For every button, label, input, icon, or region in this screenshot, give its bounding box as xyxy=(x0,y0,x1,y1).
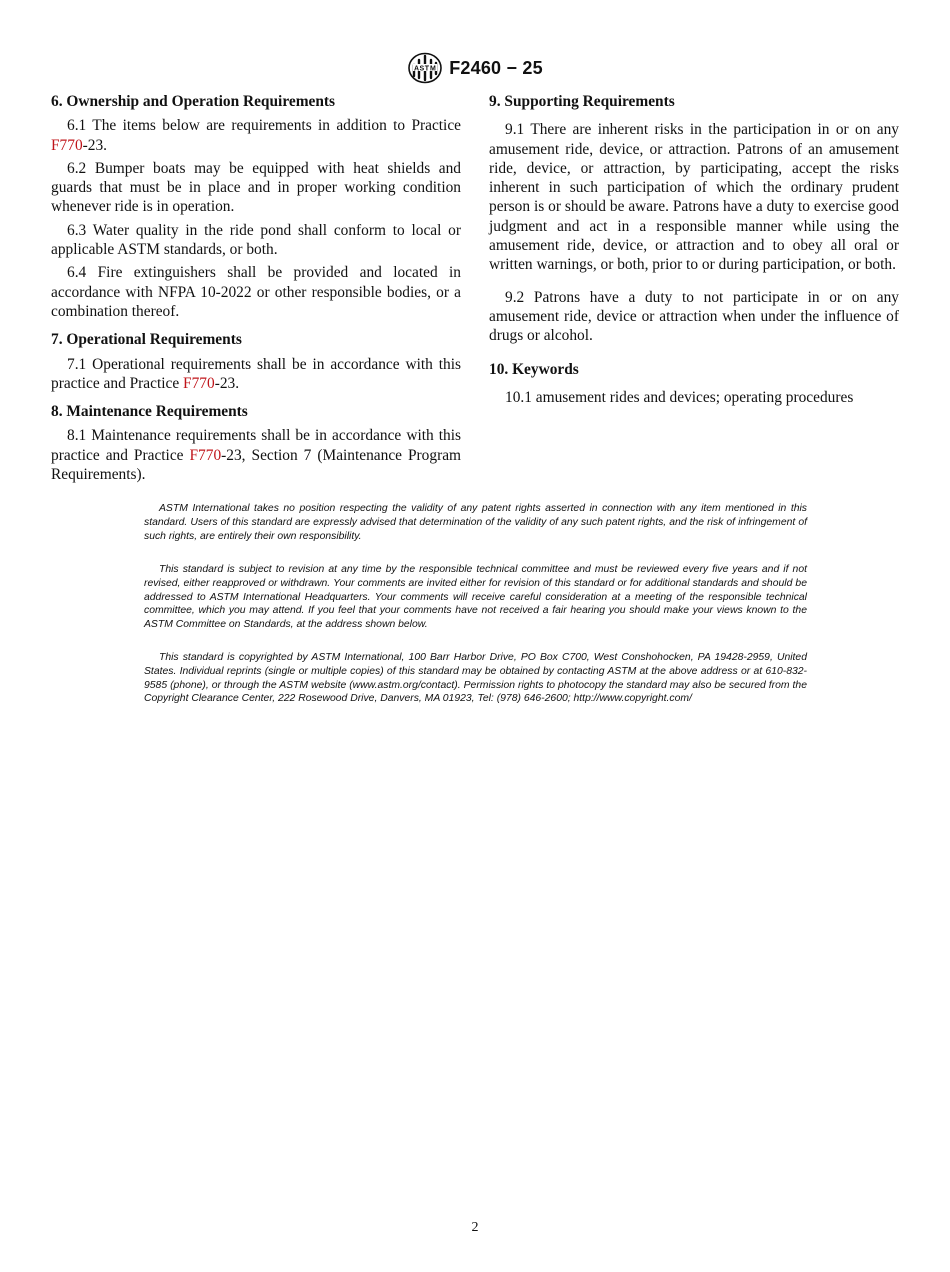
left-column xyxy=(51,92,461,493)
astm-logo-icon xyxy=(407,52,443,84)
paragraph-8-1 xyxy=(51,426,461,484)
reference-link-f770[interactable]: F770 xyxy=(51,136,83,154)
page-number: 2 xyxy=(471,1220,479,1235)
section-heading: 6. Ownership and Operation Requirements xyxy=(51,93,336,110)
paragraph-6-4: 6.4 Fire extinguishers shall be provided and located in accordance with NFPA 10-2022 or other responsible bodies, or a combination thereof. xyxy=(51,264,461,320)
section-heading: 9. Supporting Requirements xyxy=(489,93,675,110)
paragraph-6-2: 6.2 Bumper boats may be equipped with heat shields and guards that must be in place and in proper working condition whenever ride is in operation. xyxy=(51,159,461,216)
right-column xyxy=(489,92,899,421)
patent-notice: ASTM International takes no position respecting the validity of any patent rights asserted in connection with any item mentioned in this standard. Users of this standard are expressly advised that determination of the validity of any such patent rights, and the risk of infringement of such rights, are entirely their own responsibility. xyxy=(144,503,807,542)
section-7 xyxy=(51,330,461,393)
revision-notice: This standard is subject to revision at any time by the responsible technical committee and must be reviewed every five years and if not revised, either reapproved or withdrawn. Your comments are invited either for revision of this standard or for additional standards and should be addressed to ASTM International Headquarters. Your comments will receive careful consideration at a meeting of the responsible technical committee, which you may attend. If you feel that your comments have not received a fair hearing you should make your views known to the ASTM Committee on Standards, at the address shown below. xyxy=(144,564,807,631)
reference-link-f770[interactable]: F770 xyxy=(189,446,222,464)
section-10 xyxy=(489,360,899,408)
reference-link-f770[interactable]: F770 xyxy=(183,374,215,392)
document-id: F2460 − 25 xyxy=(449,57,543,78)
section-9 xyxy=(489,92,899,346)
svg-text:A: A xyxy=(414,65,420,73)
paragraph-6-3: 6.3 Water quality in the ride pond shall conform to local or applicable ASTM standards, or both. xyxy=(51,221,461,259)
paragraph-6-1 xyxy=(51,116,461,155)
paragraph-9-2: 9.2 Patrons have a duty to not participate in or on any amusement ride, device or attraction when under the influence of drugs or alcohol. xyxy=(489,288,899,345)
svg-text:M: M xyxy=(430,65,437,73)
paragraph-9-1: 9.1 There are inherent risks in the participation in or on any amusement ride, device, or attraction. Patrons of an amusement ride, device, or attraction, by participating, accept the risks inherent in such participation of which the ordinary prudent person is or should be aware. Patrons have a duty to exercise good judgment and act in a responsible manner while using the amusement ride, device, or attraction and to obey all oral or written warnings, or both, prior to or during participation, or both. xyxy=(489,121,899,274)
paragraph-text: -23. xyxy=(214,374,240,392)
section-heading: 7. Operational Requirements xyxy=(51,331,242,349)
paragraph-10-1: 10.1 amusement rides and devices; operating procedures xyxy=(505,388,854,406)
paragraph-text: 8.1 Maintenance requirements shall be in accordance with this practice and Practice xyxy=(51,427,461,464)
paragraph-7-1 xyxy=(51,355,461,394)
paragraph-text: 6.1 The items below are requirements in addition to Practice xyxy=(67,117,461,135)
section-heading: 8. Maintenance Requirements xyxy=(51,403,248,421)
paragraph-text: 7.1 Operational requirements shall be in accordance with this practice and Practice xyxy=(51,355,461,392)
section-8 xyxy=(51,402,461,484)
copyright-notice: This standard is copyrighted by ASTM International, 100 Barr Harbor Drive, PO Box C700, West Conshohocken, PA 19428-2959, United States. Individual reprints (single or multiple copies) of this standard may be obtained by contacting ASTM at the above address or at 610-832-9585 (phone), or through the ASTM website (www.astm.org/contact). Permission rights to photocopy the standard may also be secured from the Copyright Clearance Center, 222 Rosewood Drive, Danvers, MA 01923, Tel: (978) 646-2600; http://www.copyright.com/ xyxy=(144,652,807,705)
svg-text:T: T xyxy=(425,65,430,73)
page-header xyxy=(0,52,950,84)
section-heading: 10. Keywords xyxy=(489,360,579,378)
paragraph-text: -23, Section 7 (Maintenance Program Requirements). xyxy=(51,446,461,484)
paragraph-text: -23. xyxy=(82,136,108,154)
section-6 xyxy=(51,92,461,321)
svg-text:S: S xyxy=(419,65,425,73)
